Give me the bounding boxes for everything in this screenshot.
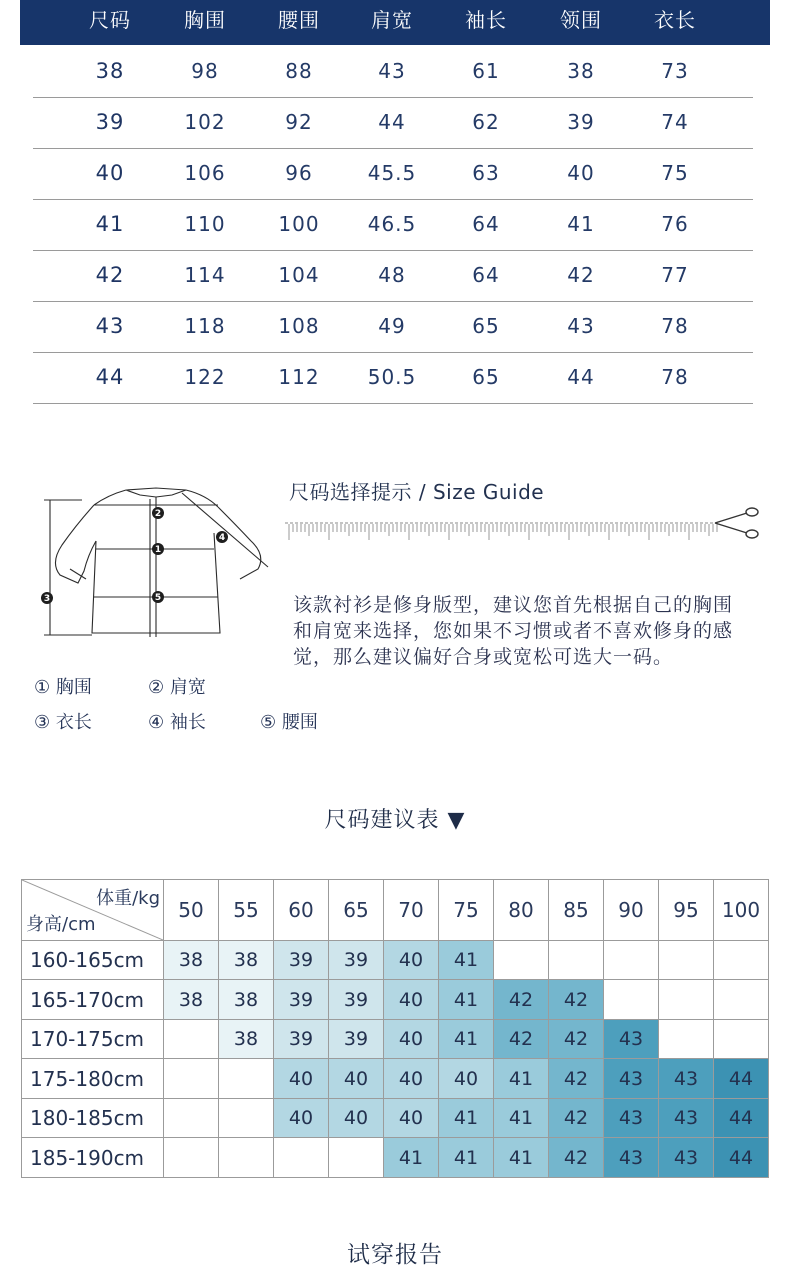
weight-header-cell: 55 <box>219 880 274 941</box>
size-recommend-cell: 40 <box>274 1059 329 1099</box>
size-recommend-cell <box>164 1138 219 1178</box>
size-row <box>33 46 753 98</box>
size-guide-text: 该款衬衫是修身版型，建议您首先根据自己的胸围和肩宽来选择，您如果不习惯或者不喜欢修身的感觉，那么建议偏好合身或宽松可选大一码。 <box>293 594 734 668</box>
corner-height-label: 身高/cm <box>26 914 96 935</box>
size-recommend-cell <box>164 1099 219 1138</box>
size-recommend-cell: 41 <box>384 1138 439 1178</box>
size-cell-size: 38 <box>95 59 125 83</box>
size-cell-sleeve: 61 <box>472 59 500 83</box>
size-cell-waist: 96 <box>285 161 313 185</box>
size-recommend-cell <box>274 1138 329 1178</box>
size-recommend-cell: 39 <box>274 941 329 980</box>
size-table-header <box>20 0 770 45</box>
height-range-cell: 185-190cm <box>22 1138 164 1178</box>
size-recommend-cell <box>329 1138 384 1178</box>
header-length: 衣长 <box>654 8 696 32</box>
size-recommend-cell: 41 <box>439 1138 494 1178</box>
size-recommend-cell: 40 <box>384 1020 439 1059</box>
size-recommend-cell: 41 <box>494 1059 549 1099</box>
size-recommend-cell: 42 <box>549 1020 604 1059</box>
size-recommend-cell: 38 <box>219 980 274 1020</box>
size-recommend-cell: 38 <box>219 1020 274 1059</box>
corner-weight-label: 体重/kg <box>96 888 160 909</box>
height-range-cell: 165-170cm <box>22 980 164 1020</box>
size-recommend-cell <box>219 1138 274 1178</box>
size-cell-shoulder: 45.5 <box>367 161 417 185</box>
recommend-row <box>22 980 769 1020</box>
weight-header-cell: 65 <box>329 880 384 941</box>
size-recommend-cell: 38 <box>164 980 219 1020</box>
size-cell-waist: 108 <box>278 314 320 338</box>
size-cell-collar: 41 <box>567 212 595 236</box>
weight-header-cell: 60 <box>274 880 329 941</box>
marker-5: 5 <box>154 593 162 603</box>
ruler-icon <box>285 505 765 545</box>
size-recommend-cell <box>604 941 659 980</box>
size-cell-chest: 114 <box>184 263 226 287</box>
corner-cell <box>22 880 164 941</box>
size-cell-shoulder: 50.5 <box>367 365 417 389</box>
size-recommend-cell: 43 <box>659 1059 714 1099</box>
size-row <box>33 352 753 404</box>
size-cell-length: 73 <box>661 59 689 83</box>
size-cell-shoulder: 44 <box>378 110 406 134</box>
size-recommend-cell <box>659 980 714 1020</box>
marker-4: 4 <box>218 533 226 543</box>
size-recommend-cell: 41 <box>494 1099 549 1138</box>
size-recommend-cell: 43 <box>604 1138 659 1178</box>
size-row <box>33 97 753 149</box>
legend-chest: ① 胸围 <box>34 677 92 698</box>
size-recommend-cell: 41 <box>439 941 494 980</box>
size-guide-title: 尺码选择提示 / Size Guide <box>289 480 545 504</box>
size-recommend-cell: 39 <box>329 980 384 1020</box>
size-recommend-cell <box>714 941 769 980</box>
size-cell-size: 43 <box>95 314 125 338</box>
size-cell-chest: 98 <box>191 59 219 83</box>
size-cell-waist: 112 <box>278 365 320 389</box>
size-recommend-cell: 39 <box>329 1020 384 1059</box>
size-recommend-cell: 42 <box>549 1138 604 1178</box>
size-cell-sleeve: 62 <box>472 110 500 134</box>
header-size: 尺码 <box>89 8 131 32</box>
size-recommend-cell: 40 <box>274 1099 329 1138</box>
size-recommend-cell: 42 <box>494 980 549 1020</box>
weight-header-cell: 50 <box>164 880 219 941</box>
size-recommend-cell: 42 <box>494 1020 549 1059</box>
recommend-row <box>22 1138 769 1178</box>
size-cell-chest: 102 <box>184 110 226 134</box>
size-recommend-cell <box>164 1020 219 1059</box>
height-range-cell: 175-180cm <box>22 1059 164 1099</box>
size-cell-collar: 38 <box>567 59 595 83</box>
size-recommend-cell: 38 <box>219 941 274 980</box>
size-recommend-cell: 39 <box>274 1020 329 1059</box>
header-waist: 腰围 <box>278 8 320 32</box>
size-cell-waist: 88 <box>285 59 313 83</box>
recommend-row <box>22 1059 769 1099</box>
size-cell-length: 78 <box>661 365 689 389</box>
size-cell-sleeve: 65 <box>472 365 500 389</box>
size-cell-waist: 100 <box>278 212 320 236</box>
height-range-cell: 160-165cm <box>22 941 164 980</box>
weight-header-cell: 90 <box>604 880 659 941</box>
size-recommend-cell: 41 <box>439 980 494 1020</box>
legend-length: ③ 衣长 <box>34 712 92 733</box>
size-recommend-cell: 44 <box>714 1059 769 1099</box>
size-cell-sleeve: 65 <box>472 314 500 338</box>
size-recommend-cell <box>164 1059 219 1099</box>
weight-header-cell: 95 <box>659 880 714 941</box>
fitting-report-title: 试穿报告 <box>347 1242 443 1268</box>
size-recommend-cell: 39 <box>329 941 384 980</box>
weight-header-cell: 70 <box>384 880 439 941</box>
size-row <box>33 148 753 200</box>
size-recommend-cell <box>494 941 549 980</box>
size-cell-length: 75 <box>661 161 689 185</box>
size-cell-waist: 92 <box>285 110 313 134</box>
size-recommend-cell <box>219 1099 274 1138</box>
size-cell-sleeve: 64 <box>472 212 500 236</box>
size-recommend-cell: 40 <box>329 1059 384 1099</box>
size-cell-size: 40 <box>95 161 125 185</box>
recommend-table <box>21 879 769 1178</box>
size-recommend-cell: 43 <box>659 1099 714 1138</box>
size-recommend-cell <box>219 1059 274 1099</box>
size-cell-collar: 43 <box>567 314 595 338</box>
size-cell-chest: 106 <box>184 161 226 185</box>
size-recommend-cell: 40 <box>439 1059 494 1099</box>
shirt-diagram <box>36 485 276 645</box>
size-cell-size: 42 <box>95 263 125 287</box>
header-shoulder: 肩宽 <box>371 8 413 32</box>
height-range-cell: 170-175cm <box>22 1020 164 1059</box>
size-recommend-cell: 40 <box>384 1059 439 1099</box>
size-cell-chest: 118 <box>184 314 226 338</box>
recommend-row <box>22 1099 769 1138</box>
size-row <box>33 199 753 251</box>
size-cell-collar: 40 <box>567 161 595 185</box>
header-chest: 胸围 <box>184 8 226 32</box>
marker-1: 1 <box>154 545 162 555</box>
size-cell-chest: 110 <box>184 212 226 236</box>
size-cell-shoulder: 48 <box>378 263 406 287</box>
size-recommend-cell: 41 <box>439 1099 494 1138</box>
size-cell-sleeve: 63 <box>472 161 500 185</box>
scissors-icon <box>715 508 758 538</box>
legend-sleeve: ④ 袖长 <box>148 712 206 733</box>
size-cell-length: 78 <box>661 314 689 338</box>
size-recommend-cell <box>714 1020 769 1059</box>
size-cell-length: 77 <box>661 263 689 287</box>
size-cell-collar: 44 <box>567 365 595 389</box>
size-recommend-cell: 44 <box>714 1138 769 1178</box>
recommend-header-row <box>22 880 769 941</box>
size-cell-chest: 122 <box>184 365 226 389</box>
size-cell-collar: 42 <box>567 263 595 287</box>
size-recommend-cell: 43 <box>604 1099 659 1138</box>
size-recommend-cell: 40 <box>384 980 439 1020</box>
size-recommend-cell: 43 <box>604 1059 659 1099</box>
size-recommend-cell: 43 <box>659 1138 714 1178</box>
marker-2: 2 <box>154 509 162 519</box>
weight-header-cell: 85 <box>549 880 604 941</box>
size-cell-size: 39 <box>95 110 125 134</box>
size-recommend-cell: 43 <box>604 1020 659 1059</box>
size-cell-length: 76 <box>661 212 689 236</box>
legend-waist: ⑤ 腰围 <box>260 712 318 733</box>
size-recommend-cell: 41 <box>439 1020 494 1059</box>
size-recommend-cell <box>714 980 769 1020</box>
size-recommend-cell: 42 <box>549 1099 604 1138</box>
size-recommend-cell <box>549 941 604 980</box>
size-cell-sleeve: 64 <box>472 263 500 287</box>
size-recommend-cell: 39 <box>274 980 329 1020</box>
size-recommend-cell: 38 <box>164 941 219 980</box>
size-cell-waist: 104 <box>278 263 320 287</box>
recommend-row <box>22 941 769 980</box>
size-row <box>33 301 753 353</box>
size-cell-shoulder: 46.5 <box>367 212 417 236</box>
size-recommend-cell: 44 <box>714 1099 769 1138</box>
size-recommend-cell: 40 <box>329 1099 384 1138</box>
size-cell-collar: 39 <box>567 110 595 134</box>
height-range-cell: 180-185cm <box>22 1099 164 1138</box>
size-cell-length: 74 <box>661 110 689 134</box>
size-recommend-cell: 40 <box>384 1099 439 1138</box>
size-recommend-cell <box>659 941 714 980</box>
marker-3: 3 <box>43 594 51 604</box>
size-recommend-cell: 42 <box>549 1059 604 1099</box>
size-recommend-cell <box>659 1020 714 1059</box>
size-recommend-cell: 42 <box>549 980 604 1020</box>
recommend-title: 尺码建议表 ▼ <box>324 808 466 833</box>
weight-header-cell: 75 <box>439 880 494 941</box>
size-cell-size: 41 <box>95 212 125 236</box>
size-cell-size: 44 <box>95 365 125 389</box>
size-cell-shoulder: 49 <box>378 314 406 338</box>
legend-shoulder: ② 肩宽 <box>148 677 206 698</box>
size-recommend-cell <box>604 980 659 1020</box>
header-collar: 领围 <box>560 8 602 32</box>
size-cell-shoulder: 43 <box>378 59 406 83</box>
size-recommend-cell: 40 <box>384 941 439 980</box>
recommend-row <box>22 1020 769 1059</box>
size-recommend-cell: 41 <box>494 1138 549 1178</box>
size-row <box>33 250 753 302</box>
header-sleeve: 袖长 <box>465 8 507 32</box>
weight-header-cell: 100 <box>714 880 769 941</box>
weight-header-cell: 80 <box>494 880 549 941</box>
